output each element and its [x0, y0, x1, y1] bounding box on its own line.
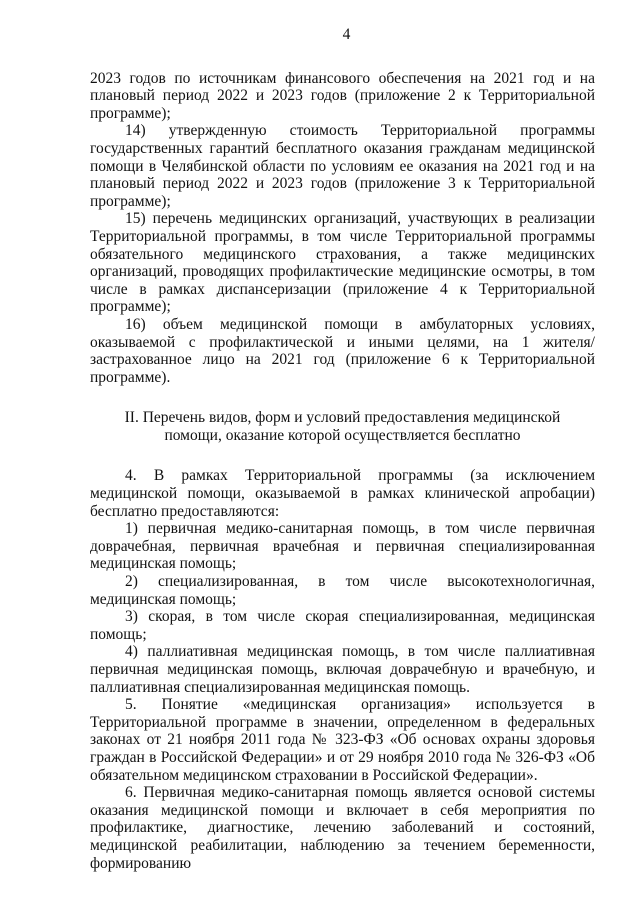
paragraph-item-16: 16) объем медицинской помощи в амбулаторных условиях, оказываемой с профилактической и иными целями, на 1 жителя/застрахованное лицо на 2021 год (приложение 6 к Территориальной программе). — [90, 315, 595, 386]
document-page — [90, 26, 595, 872]
section-heading-line-1: II. Перечень видов, форм и условий предоставления медицинской — [124, 409, 561, 427]
paragraph-continuation: 2023 годов по источникам финансового обеспечения на 2021 год и на плановый период 2022 и 2023 годов (приложение 2 к Территориальной программе); — [90, 69, 595, 122]
paragraph-item-14: 14) утвержденную стоимость Территориальной программы государственных гарантий бесплатного оказания гражданам медицинской помощи в Челябинской области по условиям ее оказания на 2021 год и на плановый период 2022 и 2023 годов (приложение 3 к Территориальной программе); — [90, 122, 595, 210]
paragraph-4-item-1: 1) первичная медико-санитарная помощь, в том числе первичная доврачебная, первичная врачебная и первичная специализированная медицинская помощь; — [90, 520, 595, 573]
paragraph-4: 4. В рамках Территориальной программы (за исключением медицинской помощи, оказываемой в рамках клинической апробации) бесплатно предоставляются: — [90, 467, 595, 520]
paragraph-4-item-3: 3) скорая, в том числе скорая специализированная, медицинская помощь; — [90, 608, 595, 643]
paragraph-4-item-2: 2) специализированная, в том числе высокотехнологичная, медицинская помощь; — [90, 573, 595, 608]
paragraph-item-15: 15) перечень медицинских организаций, участвующих в реализации Территориальной программы, в том числе Территориальной программы обязательного медицинского страхования, а также медицинских организаций, проводящих профилактические медицинские осмотры, в том числе в рамках диспансеризации (приложение 4 к Территориальной программе); — [90, 210, 595, 316]
section-heading-line-2: помощи, оказание которой осуществляется бесплатно — [164, 426, 521, 444]
paragraph-4-item-4: 4) паллиативная медицинская помощь, в том числе паллиативная первичная медицинская помощь, включая доврачебную и врачебную, и паллиативная специализированная медицинская помощь. — [90, 643, 595, 696]
page-number: 4 — [342, 26, 351, 43]
paragraph-5: 5. Понятие «медицинская организация» используется в Территориальной программе в значении, определенном в федеральных законах от 21 ноября 2011 года № 323-ФЗ «Об основах охраны здоровья граждан в Российской Федерации» и от 29 ноября 2010 года № 326-ФЗ «Об обязательном медицинском страховании в Российской Федерации». — [90, 696, 595, 784]
paragraph-6: 6. Первичная медико-санитарная помощь является основой системы оказания медицинской помощи и включает в себя мероприятия по профилактике, диагностике, лечению заболеваний и состояний, медицинской реабилитации, наблюдению за течением беременности, формированию — [90, 784, 595, 872]
section-heading — [90, 409, 595, 444]
